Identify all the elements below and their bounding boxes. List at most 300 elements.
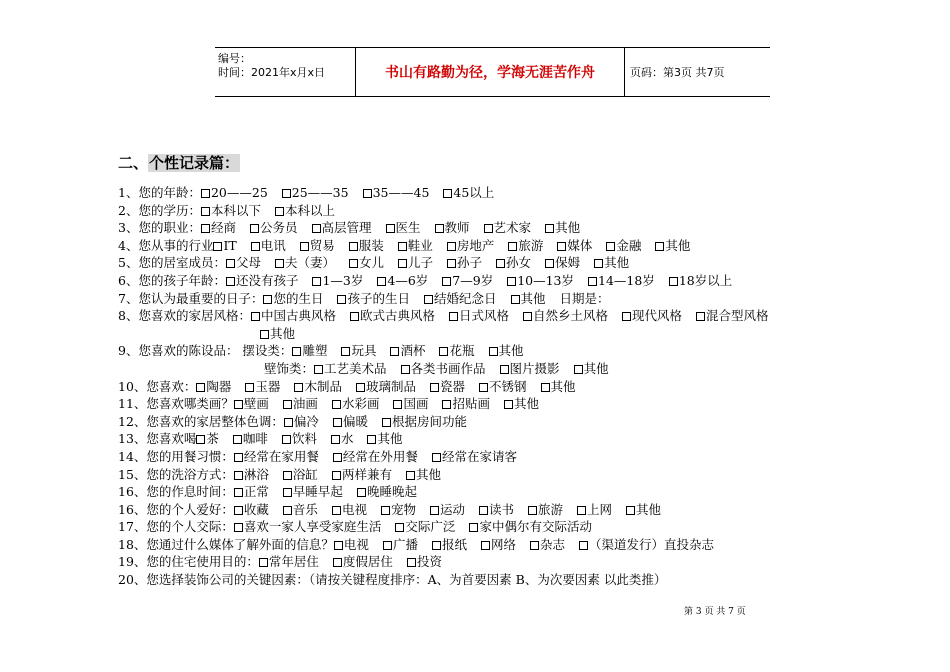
option-label: 14—18岁	[598, 272, 655, 288]
checkbox-icon[interactable]	[398, 242, 407, 251]
option-checkbox[interactable]	[424, 290, 497, 308]
option-checkbox[interactable]	[479, 501, 514, 519]
question-label: 16、您的作息时间：	[118, 484, 234, 500]
option-label: 茶	[206, 431, 219, 447]
checkbox-icon[interactable]	[367, 435, 376, 444]
question-row	[118, 430, 878, 448]
option-checkbox[interactable]	[234, 448, 319, 466]
option-checkbox[interactable]	[594, 254, 629, 272]
option-checkbox[interactable]	[233, 430, 268, 448]
checkbox-icon[interactable]	[283, 506, 292, 515]
option-checkbox[interactable]	[655, 237, 690, 255]
option-checkbox[interactable]	[314, 360, 387, 378]
checkbox-icon[interactable]	[508, 242, 517, 251]
option-checkbox[interactable]	[284, 413, 319, 431]
question-row	[118, 518, 878, 536]
option-label: 45以上	[453, 185, 495, 200]
option-label: 杂志	[539, 536, 565, 552]
checkbox-icon[interactable]	[234, 488, 243, 497]
option-label: 现代风格	[632, 308, 683, 324]
option-label: 10—13岁	[517, 272, 575, 288]
checkbox-icon[interactable]	[577, 506, 586, 515]
checkbox-icon[interactable]	[479, 383, 488, 392]
option-checkbox[interactable]	[283, 466, 318, 484]
option-checkbox[interactable]	[263, 290, 323, 308]
question-row	[118, 378, 878, 396]
option-checkbox[interactable]	[489, 342, 524, 360]
checkbox-icon[interactable]	[332, 506, 341, 515]
checkbox-icon[interactable]	[395, 523, 404, 532]
option-label: 日式风格	[459, 308, 510, 324]
option-checkbox[interactable]	[511, 290, 546, 308]
checkbox-icon[interactable]	[496, 259, 505, 268]
checkbox-icon[interactable]	[349, 259, 358, 268]
checkbox-icon[interactable]	[201, 224, 210, 233]
checkbox-icon[interactable]	[481, 541, 490, 550]
checkbox-icon[interactable]	[282, 189, 291, 198]
option-checkbox[interactable]	[407, 553, 442, 571]
question-label: 20、您选择装饰公司的关键因素：（请按关键程度排序：A、为首要因素 B、为次要因素 以此类推）	[118, 572, 667, 588]
section-heading: 个性记录篇：	[149, 154, 240, 172]
option-checkbox[interactable]	[574, 360, 609, 378]
section-title	[118, 152, 240, 173]
question-row	[118, 413, 878, 431]
option-checkbox[interactable]	[196, 378, 231, 396]
option-label: 夫（妻）	[284, 255, 335, 271]
checkbox-icon[interactable]	[489, 347, 498, 356]
option-checkbox[interactable]	[479, 378, 527, 396]
checkbox-icon[interactable]	[545, 224, 554, 233]
option-checkbox[interactable]	[398, 254, 433, 272]
option-label: 酒杯	[400, 343, 426, 359]
option-checkbox[interactable]	[312, 219, 372, 237]
checkbox-icon[interactable]	[442, 277, 451, 286]
option-checkbox[interactable]	[312, 272, 363, 290]
checkbox-icon[interactable]	[333, 558, 342, 567]
checkbox-icon[interactable]	[201, 207, 210, 216]
option-label: 电视	[343, 536, 369, 552]
option-checkbox[interactable]	[275, 254, 335, 272]
checkbox-icon[interactable]	[294, 383, 303, 392]
checkbox-icon[interactable]	[259, 558, 268, 567]
checkbox-icon[interactable]	[233, 435, 242, 444]
checkbox-icon[interactable]	[393, 400, 402, 409]
checkbox-icon[interactable]	[447, 242, 456, 251]
question-row	[118, 342, 878, 360]
option-checkbox[interactable]	[275, 202, 335, 220]
checkbox-icon[interactable]	[504, 400, 513, 409]
option-checkbox[interactable]	[481, 536, 516, 554]
option-label: 本科以下	[210, 202, 261, 218]
checkbox-icon[interactable]	[528, 506, 537, 515]
option-label: 公务员	[259, 220, 298, 236]
option-label: 混合型风格	[706, 308, 769, 324]
checkbox-icon[interactable]	[275, 259, 284, 268]
checkbox-icon[interactable]	[350, 312, 359, 321]
option-label: 1—3岁	[322, 272, 364, 288]
checkbox-icon[interactable]	[696, 312, 705, 321]
option-label: 淋浴	[243, 466, 269, 482]
checkbox-icon[interactable]	[398, 259, 407, 268]
checkbox-icon[interactable]	[574, 365, 583, 374]
option-label: （渠道发行）直投杂志	[589, 536, 715, 552]
checkbox-icon[interactable]	[356, 383, 365, 392]
option-label: 瓷器	[439, 378, 465, 394]
option-label: 木制品	[304, 378, 342, 394]
option-checkbox[interactable]	[337, 290, 410, 308]
option-label: 鞋业	[407, 237, 433, 253]
checkbox-icon[interactable]	[283, 400, 292, 409]
option-checkbox[interactable]	[201, 202, 261, 220]
checkbox-icon[interactable]	[234, 523, 243, 532]
checkbox-icon[interactable]	[511, 295, 520, 304]
option-label: 其他	[520, 290, 546, 306]
option-checkbox[interactable]	[383, 536, 418, 554]
checkbox-icon[interactable]	[435, 224, 444, 233]
option-checkbox[interactable]	[259, 553, 319, 571]
question-label: 壁饰类：	[264, 360, 315, 376]
checkbox-icon[interactable]	[469, 523, 478, 532]
checkbox-icon[interactable]	[484, 224, 493, 233]
option-label: 玉器	[255, 378, 281, 394]
option-checkbox[interactable]	[393, 395, 428, 413]
option-label: 报纸	[441, 536, 467, 552]
checkbox-icon[interactable]	[594, 259, 603, 268]
checkbox-icon[interactable]	[196, 435, 205, 444]
option-label: 儿子	[408, 255, 434, 271]
option-checkbox[interactable]	[234, 466, 269, 484]
option-label: 孩子的生日	[347, 290, 410, 306]
option-checkbox[interactable]	[443, 184, 494, 202]
option-checkbox[interactable]	[292, 342, 327, 360]
option-checkbox[interactable]	[530, 536, 565, 554]
checkbox-icon[interactable]	[251, 242, 260, 251]
checkbox-icon[interactable]	[341, 347, 350, 356]
option-checkbox[interactable]	[401, 360, 486, 378]
checkbox-icon[interactable]	[545, 259, 554, 268]
option-checkbox[interactable]	[622, 307, 682, 325]
checkbox-icon[interactable]	[541, 383, 550, 392]
question-row	[118, 325, 878, 343]
option-label: 咖啡	[242, 431, 268, 447]
option-label: 国画	[403, 396, 429, 412]
option-label: 收藏	[243, 501, 269, 517]
question-label: 17、您的个人交际：	[118, 519, 234, 535]
option-label: 壁画	[243, 396, 269, 412]
option-label: 交际广泛	[405, 519, 456, 535]
option-checkbox[interactable]	[367, 430, 402, 448]
checkbox-icon[interactable]	[201, 189, 210, 198]
number-label: 编号：	[218, 52, 251, 65]
question-label: 6、您的孩子年龄：	[118, 272, 226, 288]
checkbox-icon[interactable]	[579, 541, 588, 550]
option-label: 自然乡土风格	[533, 308, 609, 324]
option-label: 经常在外用餐	[342, 448, 418, 464]
option-checkbox[interactable]	[432, 536, 467, 554]
checkbox-icon[interactable]	[234, 453, 243, 462]
checkbox-icon[interactable]	[312, 224, 321, 233]
checkbox-icon[interactable]	[442, 400, 451, 409]
option-checkbox[interactable]	[541, 378, 576, 396]
checkbox-icon[interactable]	[332, 471, 341, 480]
option-checkbox[interactable]	[447, 237, 495, 255]
option-checkbox[interactable]	[626, 501, 661, 519]
checkbox-icon[interactable]	[292, 347, 301, 356]
checkbox-icon[interactable]	[557, 242, 566, 251]
option-checkbox[interactable]	[363, 184, 430, 202]
option-checkbox[interactable]	[283, 395, 318, 413]
checkbox-icon[interactable]	[424, 295, 433, 304]
checkbox-icon[interactable]	[333, 418, 342, 427]
question-label: 19、您的住宅使用目的：	[118, 554, 259, 570]
checkbox-icon[interactable]	[383, 541, 392, 550]
question-row	[118, 483, 878, 501]
option-checkbox[interactable]	[332, 501, 367, 519]
checkbox-icon[interactable]	[430, 383, 439, 392]
checkbox-icon[interactable]	[381, 506, 390, 515]
option-label: IT	[223, 237, 237, 253]
checkbox-icon[interactable]	[523, 312, 532, 321]
question-label: 1、您的年龄：	[118, 185, 201, 200]
checkbox-icon[interactable]	[390, 347, 399, 356]
checkbox-icon[interactable]	[507, 277, 516, 286]
option-checkbox[interactable]	[350, 307, 435, 325]
option-checkbox[interactable]	[507, 272, 574, 290]
option-checkbox[interactable]	[447, 254, 482, 272]
option-label: 旅游	[538, 501, 564, 517]
option-checkbox[interactable]	[213, 237, 236, 255]
option-checkbox[interactable]	[234, 395, 269, 413]
option-checkbox[interactable]	[442, 272, 493, 290]
option-checkbox[interactable]	[333, 553, 393, 571]
option-checkbox[interactable]	[251, 237, 286, 255]
checkbox-icon[interactable]	[300, 242, 309, 251]
checkbox-icon[interactable]	[234, 506, 243, 515]
option-label: 其他	[415, 466, 441, 482]
checkbox-icon[interactable]	[275, 207, 284, 216]
option-checkbox[interactable]	[226, 254, 261, 272]
option-checkbox[interactable]	[528, 501, 563, 519]
checkbox-icon[interactable]	[500, 365, 509, 374]
checkbox-icon[interactable]	[334, 541, 343, 550]
checkbox-icon[interactable]	[432, 453, 441, 462]
question-row	[118, 360, 878, 378]
checkbox-icon[interactable]	[439, 347, 448, 356]
option-checkbox[interactable]	[545, 219, 580, 237]
option-checkbox[interactable]	[250, 219, 298, 237]
option-checkbox[interactable]	[386, 219, 421, 237]
option-checkbox[interactable]	[484, 219, 532, 237]
option-checkbox[interactable]	[334, 536, 369, 554]
checkbox-icon[interactable]	[196, 383, 205, 392]
checkbox-icon[interactable]	[312, 277, 321, 286]
checkbox-icon[interactable]	[406, 471, 415, 480]
option-checkbox[interactable]	[523, 307, 608, 325]
option-checkbox[interactable]	[234, 483, 269, 501]
option-checkbox[interactable]	[439, 342, 474, 360]
checkbox-icon[interactable]	[479, 506, 488, 515]
option-label: 玩具	[351, 343, 377, 359]
checkbox-icon[interactable]	[363, 189, 372, 198]
checkbox-icon[interactable]	[622, 312, 631, 321]
option-checkbox[interactable]	[294, 378, 342, 396]
checkbox-icon[interactable]	[234, 400, 243, 409]
option-label: 7—9岁	[452, 272, 494, 288]
checkbox-icon[interactable]	[331, 435, 340, 444]
checkbox-icon[interactable]	[530, 541, 539, 550]
option-checkbox[interactable]	[332, 395, 380, 413]
checkbox-icon[interactable]	[655, 242, 664, 251]
header-motto: 书山有路勤为径，学海无涯苦作舟	[355, 48, 625, 96]
option-checkbox[interactable]	[432, 448, 517, 466]
option-checkbox[interactable]	[508, 237, 543, 255]
option-checkbox[interactable]	[406, 466, 441, 484]
option-checkbox[interactable]	[588, 272, 655, 290]
option-label: 水	[340, 431, 354, 447]
option-checkbox[interactable]	[234, 518, 382, 536]
question-label: 11、您喜欢哪类画？	[118, 396, 234, 412]
option-label: 喜欢一家人享受家庭生活	[243, 519, 382, 535]
option-checkbox[interactable]	[381, 501, 416, 519]
checkbox-icon[interactable]	[250, 224, 259, 233]
checkbox-icon[interactable]	[626, 506, 635, 515]
checkbox-icon[interactable]	[669, 277, 678, 286]
question-label: 18、您通过什么媒体了解外面的信息？	[118, 536, 334, 552]
option-checkbox[interactable]	[504, 395, 539, 413]
option-label: 媒体	[567, 237, 593, 253]
option-checkbox[interactable]	[669, 272, 732, 290]
option-checkbox[interactable]	[377, 272, 428, 290]
option-checkbox[interactable]	[435, 219, 470, 237]
option-label: 经常在家用餐	[243, 448, 319, 464]
checkbox-icon[interactable]	[251, 312, 260, 321]
option-checkbox[interactable]	[430, 501, 465, 519]
checkbox-icon[interactable]	[447, 259, 456, 268]
checkbox-icon[interactable]	[449, 312, 458, 321]
checkbox-icon[interactable]	[314, 365, 323, 374]
option-checkbox[interactable]	[201, 184, 268, 202]
option-checkbox[interactable]	[201, 219, 236, 237]
option-checkbox[interactable]	[333, 448, 418, 466]
checkbox-icon[interactable]	[283, 471, 292, 480]
checkbox-icon[interactable]	[260, 330, 269, 339]
option-checkbox[interactable]	[430, 378, 465, 396]
option-checkbox[interactable]	[398, 237, 433, 255]
option-checkbox[interactable]	[349, 237, 384, 255]
option-checkbox[interactable]	[356, 378, 416, 396]
option-label: 经商	[210, 220, 236, 236]
option-label: 度假居住	[342, 554, 393, 570]
option-checkbox[interactable]	[282, 184, 349, 202]
option-checkbox[interactable]	[245, 378, 280, 396]
checkbox-icon[interactable]	[226, 259, 235, 268]
checkbox-icon[interactable]	[430, 506, 439, 515]
option-checkbox[interactable]	[395, 518, 455, 536]
question-row	[118, 254, 878, 272]
option-checkbox[interactable]	[390, 342, 425, 360]
option-label: 房地产	[456, 237, 495, 253]
checkbox-icon[interactable]	[337, 295, 346, 304]
checkbox-icon[interactable]	[606, 242, 615, 251]
checkbox-icon[interactable]	[332, 400, 341, 409]
checkbox-icon[interactable]	[245, 383, 254, 392]
checkbox-icon[interactable]	[386, 224, 395, 233]
option-checkbox[interactable]	[282, 430, 317, 448]
option-label: 陶器	[206, 378, 232, 394]
checkbox-icon[interactable]	[226, 277, 235, 286]
option-label: 经常在家请客	[441, 448, 517, 464]
option-checkbox[interactable]	[469, 518, 592, 536]
option-checkbox[interactable]	[696, 307, 769, 325]
checkbox-icon[interactable]	[349, 242, 358, 251]
checkbox-icon[interactable]	[283, 488, 292, 497]
option-checkbox[interactable]	[442, 395, 490, 413]
checkbox-icon[interactable]	[234, 471, 243, 480]
option-checkbox[interactable]	[260, 325, 295, 343]
option-checkbox[interactable]	[300, 237, 335, 255]
option-checkbox[interactable]	[579, 536, 714, 554]
option-checkbox[interactable]	[226, 272, 299, 290]
checkbox-icon[interactable]	[333, 453, 342, 462]
checkbox-icon[interactable]	[588, 277, 597, 286]
option-label: 花瓶	[449, 343, 475, 359]
option-checkbox[interactable]	[341, 342, 376, 360]
section-prefix: 二、	[118, 154, 149, 172]
checkbox-icon[interactable]	[213, 242, 222, 251]
option-checkbox[interactable]	[234, 501, 269, 519]
option-checkbox[interactable]	[349, 254, 384, 272]
checkbox-icon[interactable]	[432, 541, 441, 550]
option-checkbox[interactable]	[500, 360, 560, 378]
checkbox-icon[interactable]	[357, 488, 366, 497]
option-checkbox[interactable]	[251, 307, 336, 325]
option-checkbox[interactable]	[283, 501, 318, 519]
option-label: 运动	[439, 501, 465, 517]
question-row	[118, 237, 878, 255]
option-checkbox[interactable]	[557, 237, 592, 255]
option-checkbox[interactable]	[545, 254, 580, 272]
checkbox-icon[interactable]	[282, 435, 291, 444]
checkbox-icon[interactable]	[377, 277, 386, 286]
option-checkbox[interactable]	[283, 483, 343, 501]
checkbox-icon[interactable]	[401, 365, 410, 374]
option-checkbox[interactable]	[449, 307, 509, 325]
checkbox-icon[interactable]	[407, 558, 416, 567]
checkbox-icon[interactable]	[443, 189, 452, 198]
option-label: 上网	[587, 501, 613, 517]
option-label: 广播	[392, 536, 418, 552]
checkbox-icon[interactable]	[284, 418, 293, 427]
checkbox-icon[interactable]	[263, 295, 272, 304]
option-label: 宠物	[390, 501, 416, 517]
option-checkbox[interactable]	[196, 430, 219, 448]
option-label: 投资	[416, 554, 442, 570]
option-checkbox[interactable]	[496, 254, 531, 272]
option-checkbox[interactable]	[332, 466, 392, 484]
question-row	[118, 272, 878, 290]
option-checkbox[interactable]	[331, 430, 354, 448]
option-label: 两样兼有	[341, 466, 392, 482]
option-checkbox[interactable]	[577, 501, 612, 519]
checkbox-icon[interactable]	[382, 418, 391, 427]
option-label: 18岁以上	[678, 272, 733, 288]
option-checkbox[interactable]	[333, 413, 368, 431]
option-checkbox[interactable]	[382, 413, 467, 431]
option-label: 4—6岁	[387, 272, 429, 288]
option-label: 25——35	[291, 185, 349, 200]
option-checkbox[interactable]	[606, 237, 641, 255]
option-checkbox[interactable]	[357, 483, 417, 501]
